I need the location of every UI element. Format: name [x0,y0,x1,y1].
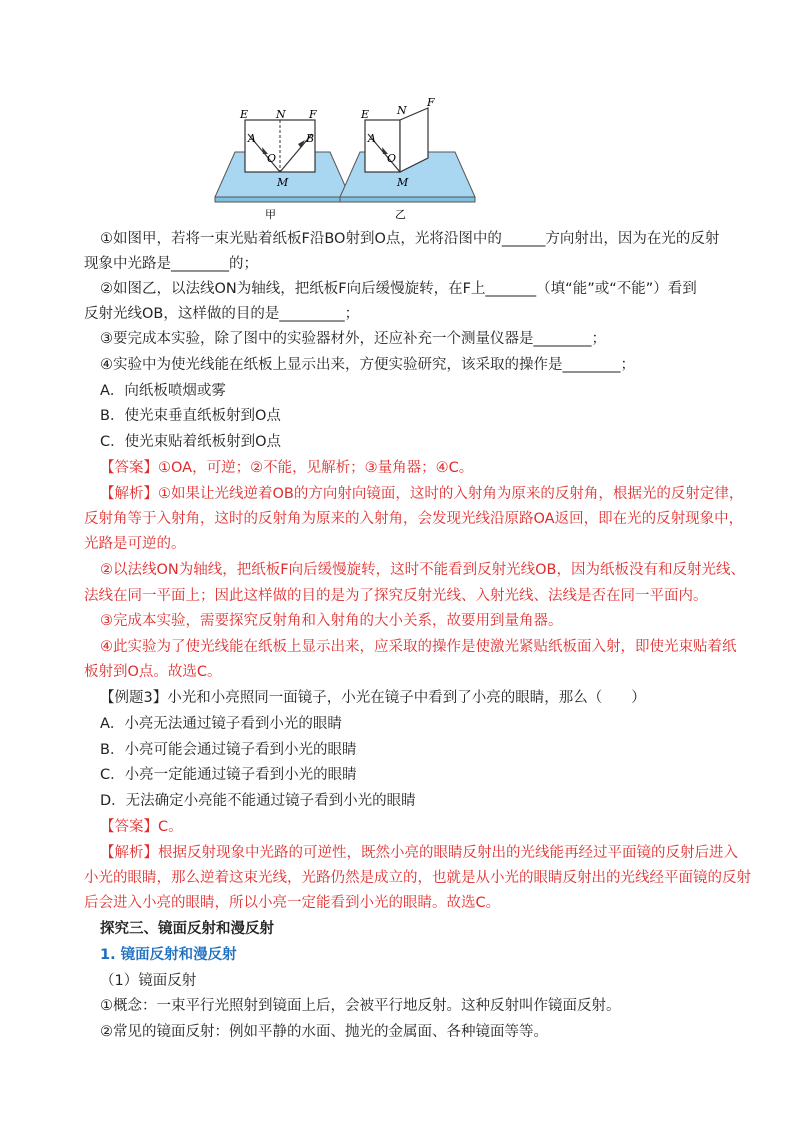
example-3-question: 【例题3】小光和小亮照同一面镜子，小光在镜子中看到了小亮的眼睛，那么（ ） [100,690,646,706]
answer-1: 【答案】①OA，可逆；②不能，见解析；③量角器；④C。 [100,460,474,476]
explanation-1-line-1: 【解析】①如果让光线逆着OB的方向射向镜面，这时的入射角为原来的反射角，根据光的反射定律， [100,486,744,502]
explanation-1-line-3: 光路是可逆的。 [84,536,186,552]
option-a: A．向纸板喷烟或雾 [100,383,226,399]
question-1-line-1: ①如图甲，若将一束光贴着纸板F沿BO射到O点，光将沿图中的______方向射出，因为在光的反射 [100,231,720,247]
subsection-1-heading: 1. 镜面反射和漫反射 [100,947,237,963]
label-F-right: F [427,96,435,109]
answer-3: 【答案】C。 [100,819,183,835]
option-b: B．使光束垂直纸板射到O点 [100,408,281,424]
explanation-5-line-2: 小光的眼睛，那么逆着这束光线，光路仍然是成立的，也就是从小光的眼睛反射出的光线经平面镜的反射 [84,870,751,886]
mirror-plate-right-edge [340,197,475,202]
label-E-right: E [361,108,370,121]
explanation-2-line-2: 法线在同一平面上；因此这样做的目的是为了探究反射光线、入射光线、法线是否在同一平面内。 [84,588,708,604]
example-3-option-d: D．无法确定小亮能不能通过镜子看到小光的眼睛 [100,793,416,809]
caption-left: 甲 [265,208,276,221]
label-M-left: M [277,176,289,189]
mirror-plate-left-edge [215,197,350,202]
subsection-1-1-heading: （1）镜面反射 [100,973,197,989]
explanation-5-line-3: 后会进入小亮的眼睛，所以小亮一定能看到小光的眼睛。故选C。 [84,895,501,911]
definition-2: ②常见的镜面反射：例如平静的水面、抛光的金属面、各种镜面等等。 [100,1024,548,1040]
figure-left [215,108,350,221]
example-3-option-a: A．小亮无法通过镜子看到小光的眼睛 [100,716,342,732]
label-O-left: O [267,152,277,165]
question-3: ③要完成本实验，除了图中的实验器材外，还应补充一个测量仪器是________； [100,331,606,347]
explanation-4-line-2: 板射到O点。故选C。 [84,664,222,680]
label-A-right: A [368,132,376,145]
explanation-3: ③完成本实验，需要探究反射角和入射角的大小关系，故要用到量角器。 [100,613,563,629]
question-2-line-2: 反射光线OB，这样做的目的是_________； [84,306,360,322]
question-2-line-1: ②如图乙，以法线ON为轴线，把纸板F向后缓慢旋转，在F上_______（填“能”或“不能”）看到 [100,281,697,297]
explanation-2-line-1: ②以法线ON为轴线，把纸板F向后缓慢旋转，这时不能看到反射光线OB，因为纸板没有和反射光线、 [100,562,745,578]
label-F-left: F [309,108,317,121]
label-E-left: E [240,108,249,121]
label-O-right: O [387,152,397,165]
label-A-left: A [248,132,256,145]
reflection-experiment-figure [205,92,565,222]
explanation-4-line-1: ④此实验为了使光线能在纸板上显示出来，应采取的操作是使激光紧贴纸板面入射，即使光束贴着纸 [100,639,737,655]
explanation-5-line-1: 【解析】根据反射现象中光路的可逆性，既然小亮的眼睛反射出的光线能再经过平面镜的反射后进入 [100,845,738,861]
explanation-1-line-2: 反射角等于入射角，这时的反射角为原来的入射角，会发现光线沿原路OA返回，即在光的反射现象中， [84,511,744,527]
label-M-right: M [397,176,409,189]
figure-right [340,96,475,221]
caption-right: 乙 [395,208,406,221]
definition-1: ①概念：一束平行光照射到镜面上后，会被平行地反射。这种反射叫作镜面反射。 [100,998,621,1014]
question-1-line-2: 现象中光路是________的； [84,256,258,272]
label-N-left: N [276,108,286,121]
label-N-right: N [397,104,407,117]
label-B-left: B [306,132,315,145]
section-3-heading: 探究三、镜面反射和漫反射 [100,921,274,937]
option-c: C．使光束贴着纸板射到O点 [100,434,282,450]
question-4: ④实验中为使光线能在纸板上显示出来，方便实验研究，该采取的操作是________； [100,357,635,373]
example-3-option-b: B．小亮可能会通过镜子看到小光的眼睛 [100,742,357,758]
example-3-option-c: C．小亮一定能通过镜子看到小光的眼睛 [100,767,357,783]
